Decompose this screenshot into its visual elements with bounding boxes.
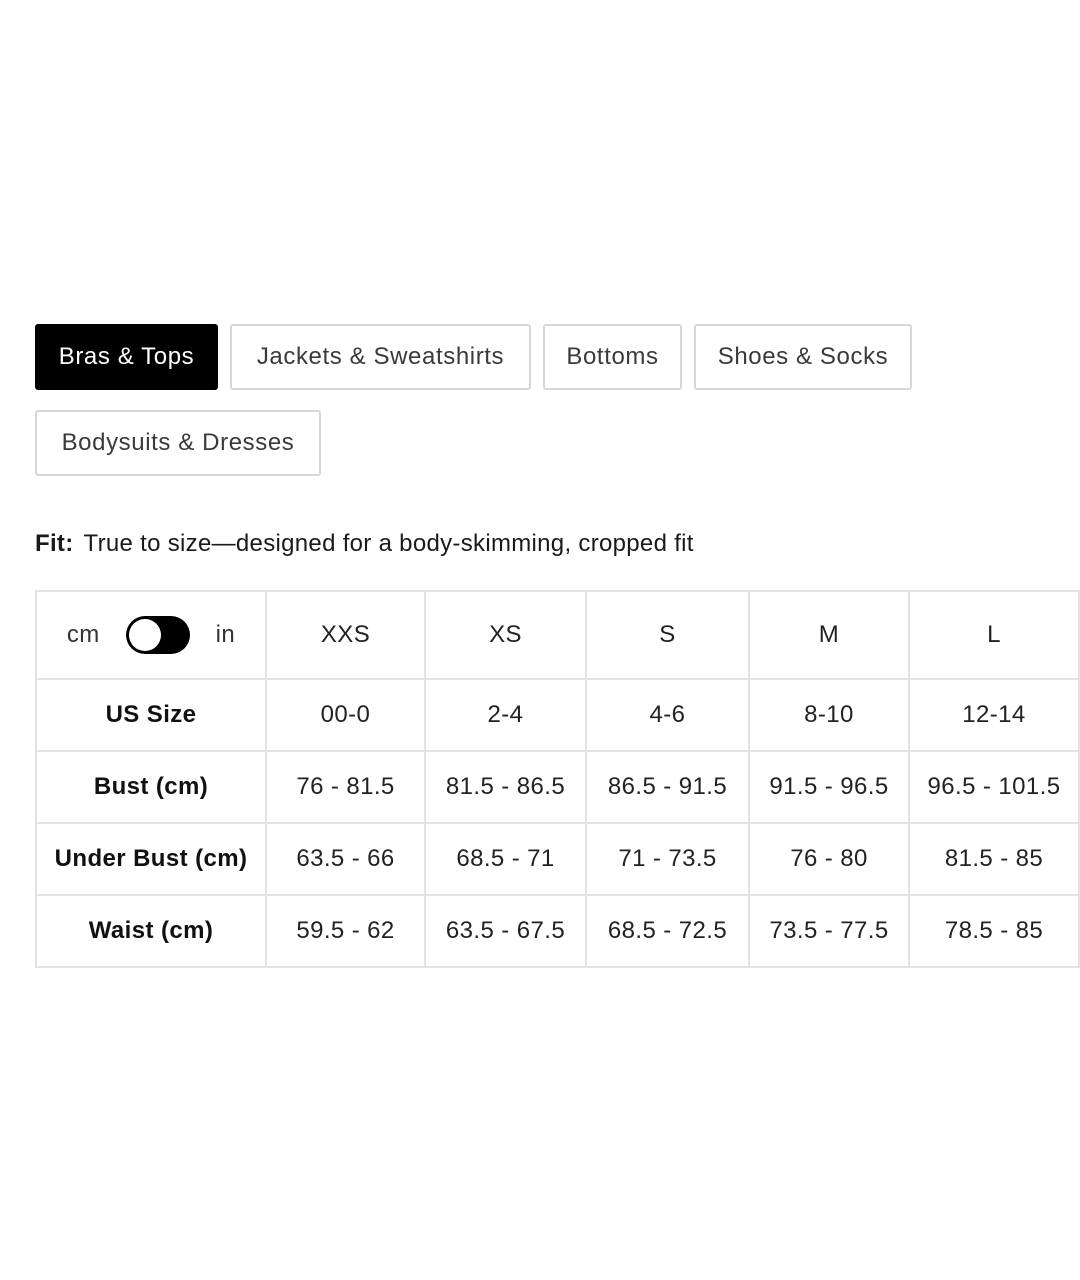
table-row xyxy=(36,751,1080,823)
table-cell: 68.5 - 71 xyxy=(425,823,586,895)
tab-bodysuits-dresses[interactable]: Bodysuits & Dresses xyxy=(35,410,321,476)
table-cell: 63.5 - 67.5 xyxy=(425,895,586,967)
fit-description xyxy=(35,530,694,558)
table-cell: 76 - 80 xyxy=(749,823,909,895)
fit-text: True to size—designed for a body-skimming, cropped fit xyxy=(83,530,694,557)
unit-in-label[interactable]: in xyxy=(215,621,236,648)
table-cell: 68.5 - 72.5 xyxy=(586,895,749,967)
size-header-m: M xyxy=(749,591,909,679)
size-chart-table xyxy=(35,590,1080,968)
size-header-xs: XS xyxy=(425,591,586,679)
tab-bras-tops[interactable]: Bras & Tops xyxy=(35,324,218,390)
table-cell: 12-14 xyxy=(909,679,1079,751)
table-cell: 71 - 73.5 xyxy=(586,823,749,895)
table-row xyxy=(36,823,1080,895)
table-cell: 4-6 xyxy=(586,679,749,751)
tab-jackets-sweatshirts[interactable]: Jackets & Sweatshirts xyxy=(230,324,531,390)
unit-cm-label[interactable]: cm xyxy=(66,621,100,648)
row-label: Bust (cm) xyxy=(36,751,266,823)
table-cell: 91.5 - 96.5 xyxy=(749,751,909,823)
table-cell: 2-4 xyxy=(425,679,586,751)
tab-bottoms[interactable]: Bottoms xyxy=(543,324,682,390)
table-cell: 78.5 - 85 xyxy=(909,895,1079,967)
size-header-s: S xyxy=(586,591,749,679)
table-row xyxy=(36,895,1080,967)
unit-toggle-switch[interactable] xyxy=(126,616,190,654)
size-header-l: L xyxy=(909,591,1079,679)
row-label: US Size xyxy=(36,679,266,751)
toggle-knob xyxy=(129,619,161,651)
table-cell: 76 - 81.5 xyxy=(266,751,425,823)
unit-toggle-cell xyxy=(36,591,266,679)
table-cell: 00-0 xyxy=(266,679,425,751)
tab-shoes-socks[interactable]: Shoes & Socks xyxy=(694,324,912,390)
size-header-xxs: XXS xyxy=(266,591,425,679)
table-cell: 81.5 - 86.5 xyxy=(425,751,586,823)
table-row xyxy=(36,679,1080,751)
table-cell: 86.5 - 91.5 xyxy=(586,751,749,823)
row-label: Waist (cm) xyxy=(36,895,266,967)
row-label: Under Bust (cm) xyxy=(36,823,266,895)
size-header-row xyxy=(36,591,1080,679)
table-cell: 8-10 xyxy=(749,679,909,751)
table-cell: 81.5 - 85 xyxy=(909,823,1079,895)
table-cell: 96.5 - 101.5 xyxy=(909,751,1079,823)
fit-label: Fit: xyxy=(35,530,74,557)
table-cell: 73.5 - 77.5 xyxy=(749,895,909,967)
table-cell: 63.5 - 66 xyxy=(266,823,425,895)
table-cell: 59.5 - 62 xyxy=(266,895,425,967)
